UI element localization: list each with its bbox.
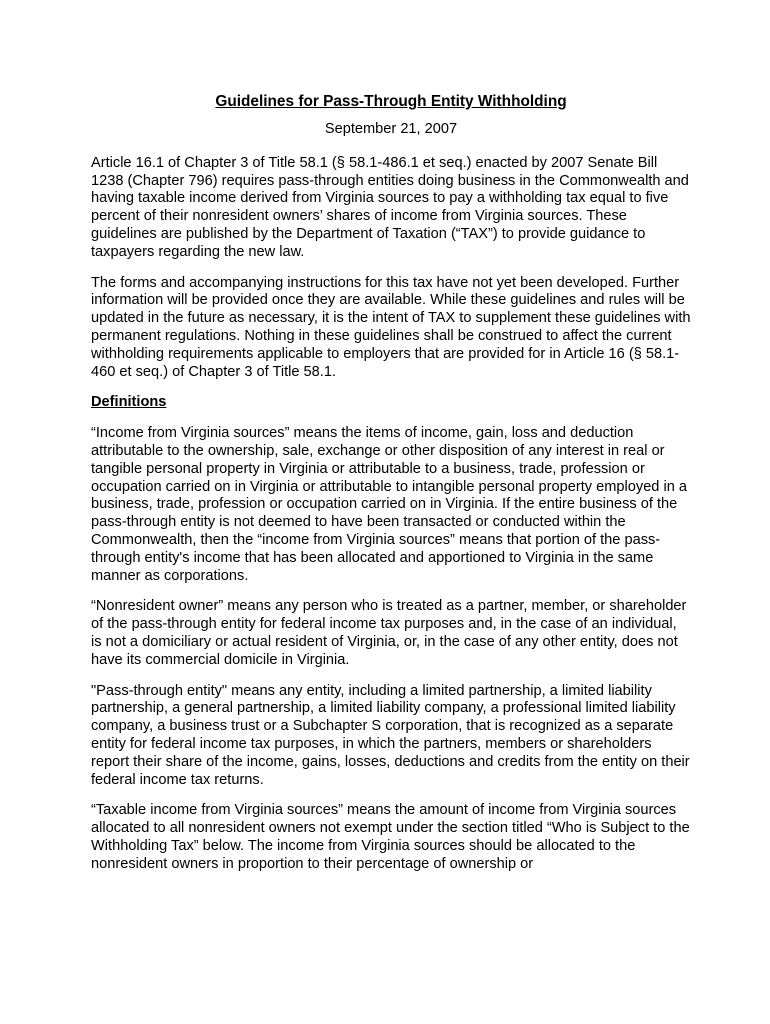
- document-date: September 21, 2007: [324, 121, 458, 137]
- definition-taxable-income: “Taxable income from Virginia sources” means the amount of income from Virginia sources allocated to all nonresident owners not exempt under the section titled “Who is Subject to the Withholding Tax” below. The income from Virginia sources should be allocated to the nonresident owners in proportion to their percentage of ownership or: [91, 802, 690, 872]
- intro-paragraph-2: The forms and accompanying instructions for this tax have not yet been developed. Further information will be provided once they are available. While these guidelines and rules will be updated in the future as necessary, it is the intent of TAX to supplement these guidelines with permanent regulations. Nothing in these guidelines shall be construed to affect the current withholding requirements applicable to employers that are provided for in Article 16 (§ 58.1-460 et seq.) of Chapter 3 of Title 58.1.: [91, 274, 691, 380]
- document-title: Guidelines for Pass-Through Entity Withholding: [215, 93, 567, 110]
- definition-pass-through-entity: "Pass-through entity" means any entity, including a limited partnership, a limited liability partnership, a general partnership, a limited liability company, a professional limited liability company, a business trust or a Subchapter S corporation, that is recognized as a separate entity for federal income tax purposes, in which the partners, members or shareholders report their share of the income, gains, losses, deductions and credits from the entity on their federal income tax returns.: [91, 682, 690, 788]
- definition-nonresident-owner: “Nonresident owner” means any person who is treated as a partner, member, or shareholder of the pass-through entity for federal income tax purposes and, in the case of an individual, is not a domiciliary or actual resident of Virginia, or, in the case of any other entity, does not have its commercial domicile in Virginia.: [91, 598, 687, 668]
- definition-income-from-virginia-sources: “Income from Virginia sources” means the items of income, gain, loss and deduction attributable to the ownership, sale, exchange or other disposition of any interest in real or tangible personal property in Virginia or attributable to a business, trade, profession or occupation carried on in Virginia or attributable to intangible personal property employed in a business, trade, profession or occupation carried on in Virginia. If the entire business of the pass-through entity is not deemed to have been transacted or conducted within the Commonwealth, then the “income from Virginia sources” means that portion of the pass-through entity's income that has been allocated and apportioned to Virginia in the same manner as corporations.: [91, 425, 688, 584]
- definitions-heading: Definitions: [91, 394, 167, 411]
- document-body: [91, 92, 691, 886]
- intro-paragraph-1: Article 16.1 of Chapter 3 of Title 58.1 (§ 58.1-486.1 et seq.) enacted by 2007 Senate Bill 1238 (Chapter 796) requires pass-through entities doing business in the Commonwealth and having taxable income derived from Virginia sources to pay a withholding tax equal to five percent of their nonresident owners’ shares of income from Virginia sources. These guidelines are published by the Department of Taxation (“TAX”) to provide guidance to taxpayers regarding the new law.: [91, 154, 689, 260]
